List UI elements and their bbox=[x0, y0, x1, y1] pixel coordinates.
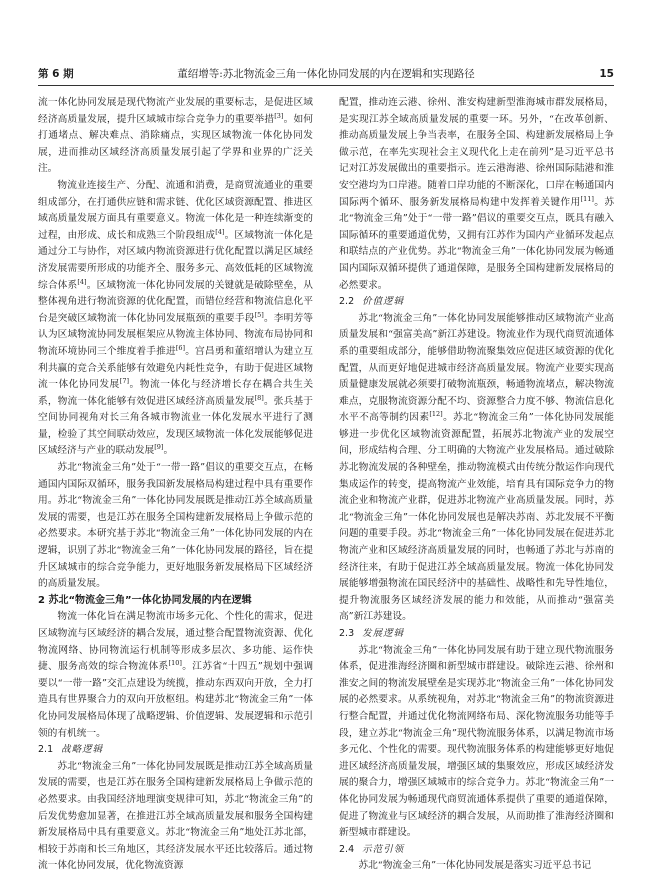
subsection-heading-strategy: 2.1 战略逻辑 bbox=[38, 744, 104, 756]
running-title: 董绍增等:苏北物流金三角一体化协同发展的内在逻辑和实现路径 bbox=[177, 68, 475, 80]
subsection-heading-development: 2.3 发展逻辑 bbox=[339, 628, 405, 639]
paragraph-section-intro: 物流一体化旨在满足物流市场多元化、个性化的需求，促进区域物流与区域经济的耦合发展，通过整合配置物流资源、优化物流网络、协同物流运行机制等形成多层次、多功能、运作快捷、服务高效的综合物流体系[10]。江苏省“十四五”规划中强调要以“一带一路”交汇点建设为统揽，推动东西双向开放，全力打造具有世界聚合力的双向开放枢纽。构建苏北“物流金三角”一体化协同发展格局体现了战略逻辑、价值逻辑、发展逻辑和示范引领的有机统一。 bbox=[38, 611, 313, 739]
header-rule bbox=[38, 85, 614, 86]
paragraph-demonstration: 苏北“物流金三角”一体化协同发展是落实习近平总书记 bbox=[358, 860, 592, 872]
paragraph-value: 苏北“物流金三角”一体化协同发展能够推动区域物流产业高质量发展和“强富美高”新江苏建设。物流业作为现代商贸流通体系的重要组成部分，能够借助物流聚集效应促进区域资源的优化配置，从而更好地促进城市经济高质量发展。物流产业要实现高质量健康发展就必须要打破物流瓶颈，畅通物流堵点，解决物流难点，克服物流资源分配不均、资源整合力度不够、物流信息化水平不高等制约因素[12]。苏北“物流金三角”一体化协同发展能够进一步优化区域物流资源配置，拓展苏北物流产业的发展空间，形成结构合理、分工明确的大物流产业发展格局。通过破除苏北物流发展的各种壁垒，推动物流模式由传统分散运作向现代集成运作的转变，提高物流产业效能，培育具有国际竞争力的物流企业和物流产业群，促进苏北物流产业高质量发展。同时，苏北“物流金三角”一体化协同发展也是解决苏南、苏北发展不平衡问题的重要手段。苏北“物流金三角”一体化协同发展在促进苏北物流产业和区域经济高质量发展的同时，也畅通了苏北与苏南的经济往来，有助于促进江苏全域高质量发展。物流一体化协同发展能够增强物流在国民经济中的基础性、战略性和先导性地位，提升物流服务区域经济发展的能力和效能，从而推动“强富美高”新江苏建设。 bbox=[339, 312, 614, 623]
citation[interactable]: [6] bbox=[175, 343, 186, 352]
paragraph-strategy-continued: 配置，推动连云港、徐州、淮安构建新型淮海城市群发展格局，是实现江苏全域高质量发展的重要一环。另外，“在改革创新、推动高质量发展上争当表率，在服务全国、构建新发展格局上争做示范，在率先实现社会主义现代化上走在前列”是习近平总书记对江苏发展做出的重要指示。连云港海港、徐州国际陆港和淮安空港均为口岸港。随着口岸功能的不断深化，口岸在畅通国内国际两个循环、服务新发展格局构建中发挥着关键作用[11]。苏北“物流金三角”处于“一带一路”倡议的重要交互点，既具有融入国际循环的重要通道优势，又拥有江苏作为国内产业循环发起点和联结点的产业优势。苏北“物流金三角”一体化协同发展为畅通国内国际双循环提供了通道保障，是服务全国构建新发展格局的必然要求。 bbox=[339, 97, 614, 291]
citation[interactable]: [4] bbox=[77, 277, 87, 286]
paragraph-development: 苏北“物流金三角”一体化协同发展有助于建立现代物流服务体系，促进淮海经济圈和新型城市群建设。破除连云港、徐州和淮安之间的物流发展壁垒是实现苏北“物流金三角”一体化协同发展的必然要求。从系统视角，对苏北“物流金三角”的物流资源进行整合配置，并通过优化物流网络布局、深化物流服务功能等手段，建立苏北“物流金三角”现代物流服务体系，以满足物流市场多元化、个性化的需要。现代物流服务体系的构建能够更好地促进区域经济高质量发展，增强区域的集聚效应，形成区域经济发展的聚合力，增强区域城市的综合竞争力。苏北“物流金三角”一体化协同发展为畅通现代商贸流通体系提供了重要的通道保障，促进了物流业与区域经济的耦合发展，从而助推了淮海经济圈和新型城市群建设。 bbox=[339, 644, 614, 839]
citation[interactable]: [12] bbox=[429, 410, 443, 419]
citation[interactable]: [10] bbox=[168, 659, 182, 668]
subsection-heading-value: 2.2 价值逻辑 bbox=[339, 296, 405, 308]
left-column bbox=[38, 95, 313, 875]
running-header bbox=[38, 66, 614, 82]
citation[interactable]: [11] bbox=[580, 194, 594, 203]
section-heading: 2 苏北“物流金三角”一体化协同发展的内在逻辑 bbox=[38, 594, 252, 606]
paragraph-purpose: 苏北“物流金三角”处于“一带一路”倡议的重要交互点，在畅通国内国际双循环，服务我国新发展格局构建过程中具有重要作用。苏北“物流金三角”一体化协同发展既是推动江苏全域高质量发展的需要，也是江苏在服务全国构建新发展格局上争做示范的必然要求。本研究基于苏北“物流金三角”一体化协同发展的内在逻辑，识别了苏北“物流金三角”一体化协同发展的路径，旨在提升区域城市的综合竞争能力，更好地服务新发展格局下区域经济的高质量发展。 bbox=[38, 462, 313, 590]
subsection-heading-demonstration: 2.4 示范引领 bbox=[339, 843, 405, 855]
paragraph-strategy: 苏北“物流金三角”一体化协同发展既是推动江苏全域高质量发展的需要，也是江苏在服务全国构建新发展格局上争做示范的必然要求。由我国经济地理演变规律可知，苏北“物流金三角”的后发优势愈加显著，在推进江苏全域高质量发展和服务全国构建新发展格局中具有重要意义。苏北“物流金三角”地处江苏北部，相较于苏南和长三角地区，其经济发展水平还比较落后。通过物流一体化协同发展，优化物流资源 bbox=[38, 760, 313, 872]
citation[interactable]: [9] bbox=[154, 443, 164, 452]
issue-number: 第 6 期 bbox=[38, 68, 74, 80]
page-number: 15 bbox=[599, 68, 614, 80]
citation[interactable]: [7] bbox=[119, 377, 129, 386]
citation[interactable]: [5] bbox=[254, 310, 264, 319]
citation[interactable]: [3] bbox=[274, 111, 284, 120]
paragraph-literature: 物流业连接生产、分配、流通和消费，是商贸流通业的重要组成部分，在打通供应链和需求链、优化区域资源配置、推进区域高质量发展方面具有重要意义。物流一体化是一种连续渐变的过程，由形成、成长和成熟三个阶段组成[4]。区域物流一体化是通过分工与协作，对区域内物流资源进行优化配置以满足区域经济发展需要所形成的功能齐全、服务多元、高效低耗的区域物流综合体系[4]。区域物流一体化协同发展的关键就是破除壁垒，从整体视角进行物流资源的优化配置，而错位经营和物流信息化平台是突破区域物流一体化协同发展瓶颈的重要手段[5]。李明芳等认为区域物流协同发展框架应从物流主体协同、物流布局协同和物流环境协同三个维度着手推进[6]。宫昌勇和董绍增认为建立互利共赢的竞合关系能够有效避免内耗性竞争，有助于促进区域物流一体化协同发展[7]。物流一体化与经济增长存在耦合共生关系，物流一体化能够有效促进区域经济高质量发展[8]。张兵基于空间协同视角对长三角各城市物流业一体化发展水平进行了测量，检验了其空间联动效应，发现区域物流一体化发展能够促进区域经济与产业的联动发展[9]。 bbox=[38, 179, 313, 457]
right-column bbox=[339, 95, 614, 875]
paragraph-intro-continued: 流一体化协同发展是现代物流产业发展的重要标志，是促进区域经济高质量发展，提升区域城市综合竞争力的重要举措[3]。如何打通堵点、解决难点、消除痛点，实现区域物流一体化协同发展，进而推动区域经济高质量发展引起了学界和业界的广泛关注。 bbox=[38, 97, 313, 175]
citation[interactable]: [8] bbox=[254, 393, 264, 402]
citation[interactable]: [4] bbox=[215, 227, 225, 236]
